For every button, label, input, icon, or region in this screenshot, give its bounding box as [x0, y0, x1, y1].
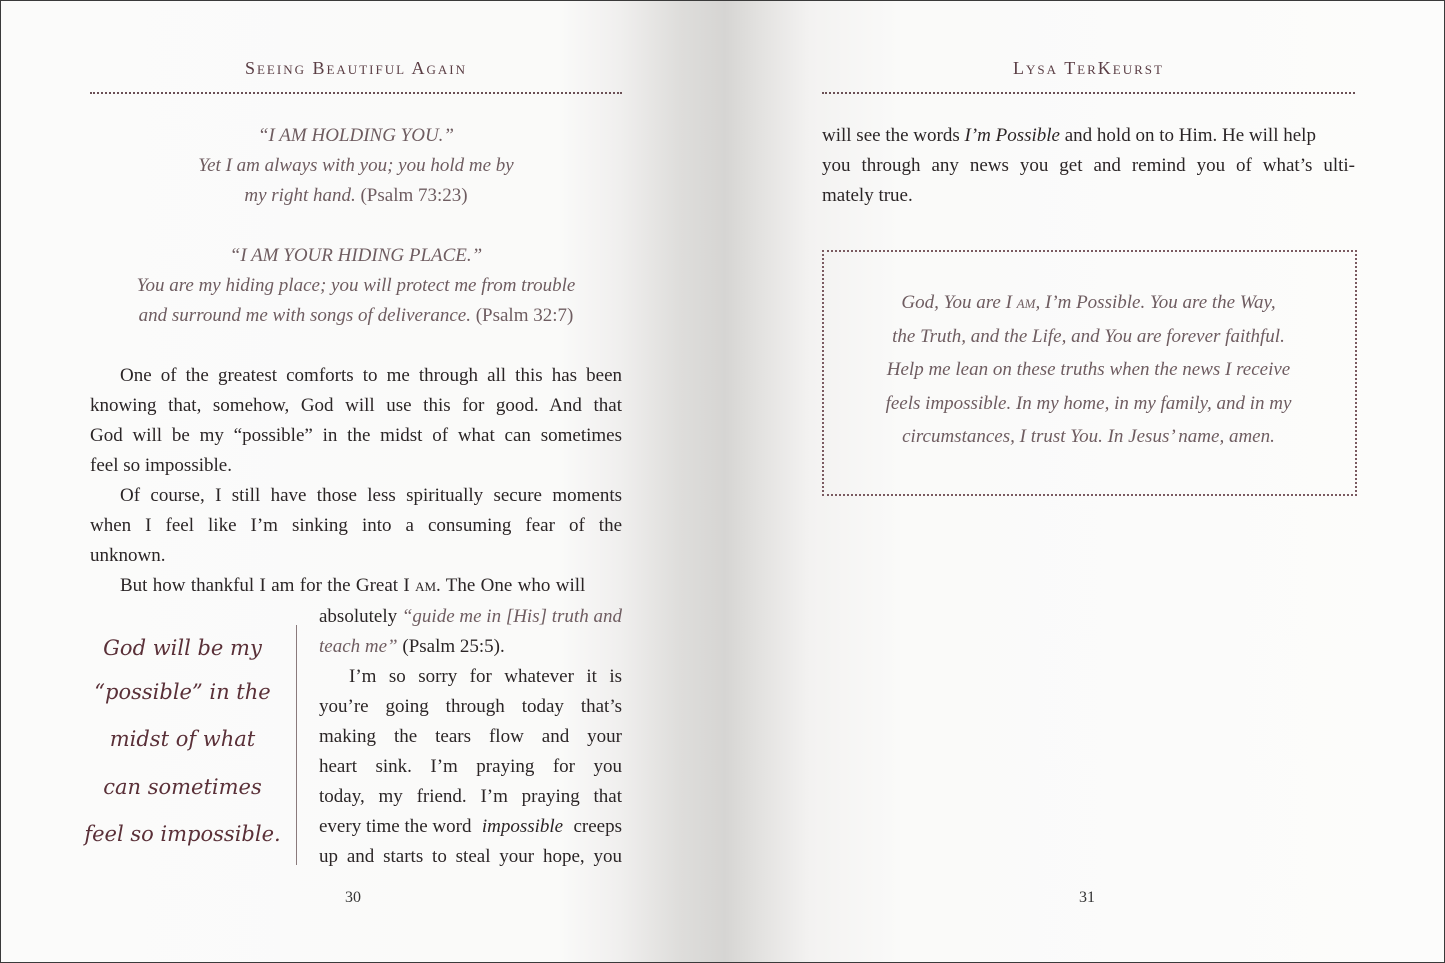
- body-line: you through any news you get and remind you of what’s ulti-: [822, 155, 1355, 176]
- body-line: unknown.: [90, 545, 166, 566]
- prayer-line: the Truth, and the Life, and You are forever faithful.: [892, 326, 1285, 347]
- body-line: you’re going through today that’s: [319, 696, 622, 717]
- prayer-line: circumstances, I trust You. In Jesus’ name, amen.: [902, 426, 1275, 447]
- pull-quote-line: “possible” in the: [94, 680, 271, 704]
- body-text-smallcaps: am: [415, 575, 437, 596]
- body-line: God will be my “possible” in the midst of what can sometimes: [90, 425, 622, 446]
- verse-text: Yet I am always with you; you hold me by: [198, 155, 514, 176]
- header-divider-right: [822, 92, 1355, 94]
- body-line: mately true.: [822, 185, 913, 206]
- scripture-quote: teach me”: [319, 636, 398, 657]
- body-line: One of the greatest comforts to me through all this has been: [120, 365, 622, 386]
- body-text: every time the word: [319, 816, 477, 837]
- body-line: [120, 571, 622, 601]
- prayer-text: , I’m Possible. You are the Way,: [1035, 292, 1276, 313]
- pull-quote-line: feel so impossible.: [84, 822, 281, 846]
- header-divider-left: [90, 92, 622, 94]
- prayer-line: feels impossible. In my home, in my family, and in my: [885, 393, 1292, 414]
- pull-quote-line: God will be my: [103, 636, 262, 660]
- verse-reference: (Psalm 73:23): [355, 185, 468, 206]
- body-text: will see the words: [822, 125, 965, 146]
- pull-quote-rule: [296, 625, 297, 865]
- body-text-italic: impossible: [481, 816, 564, 837]
- scripture-quote: “guide me in [His] truth and: [401, 606, 622, 627]
- body-line: [319, 602, 622, 632]
- body-line: today, my friend. I’m praying that: [319, 786, 622, 807]
- prayer-line: Help me lean on these truths when the news I receive: [886, 359, 1291, 380]
- body-line: up and starts to steal your hope, you: [319, 846, 622, 867]
- body-line: [319, 812, 622, 842]
- body-line: I’m so sorry for whatever it is: [349, 666, 622, 687]
- running-head-right: Lysa TerKeurst: [1013, 58, 1164, 78]
- running-head-left: Seeing Beautiful Again: [244, 58, 468, 78]
- verse-reference: (Psalm 32:7): [470, 305, 574, 326]
- prayer-line: [822, 292, 1355, 314]
- page-number-left: 30: [345, 889, 361, 906]
- body-line: [822, 121, 1355, 151]
- prayer-text-smallcaps: I am: [1005, 292, 1036, 313]
- body-line: feel so impossible.: [90, 455, 232, 476]
- body-line: knowing that, somehow, God will use this for good. And that: [90, 395, 622, 416]
- page-number-right: 31: [1079, 889, 1095, 906]
- body-text: creeps: [568, 816, 622, 837]
- body-text: absolutely: [319, 606, 402, 627]
- verse-text: [90, 301, 622, 331]
- verse-text: [90, 181, 622, 211]
- pull-quote-line: can sometimes: [103, 775, 262, 799]
- body-line: making the tears flow and your: [319, 726, 622, 747]
- scripture-reference: (Psalm 25:5).: [397, 636, 505, 657]
- verse-text-italic: my right hand.: [244, 185, 356, 206]
- verse-heading: “I AM YOUR HIDING PLACE.”: [229, 245, 483, 266]
- body-line: heart sink. I’m praying for you: [319, 756, 622, 777]
- prayer-text: God, You are: [901, 292, 1006, 313]
- body-text: and hold on to Him. He will help: [1060, 125, 1316, 146]
- body-text-italic: I’m Possible: [964, 125, 1060, 146]
- verse-heading: “I AM HOLDING YOU.”: [257, 125, 454, 146]
- verse-text-italic: and surround me with songs of deliverance.: [138, 305, 471, 326]
- body-line: when I feel like I’m sinking into a consuming fear of the: [90, 515, 622, 536]
- body-text: But how thankful I am for the Great I: [120, 575, 416, 596]
- verse-text: You are my hiding place; you will protect me from trouble: [136, 275, 576, 296]
- pull-quote-line: midst of what: [109, 727, 256, 751]
- body-line: Of course, I still have those less spiritually secure moments: [120, 485, 622, 506]
- body-text: . The One who will: [436, 575, 586, 596]
- body-line: [319, 632, 505, 662]
